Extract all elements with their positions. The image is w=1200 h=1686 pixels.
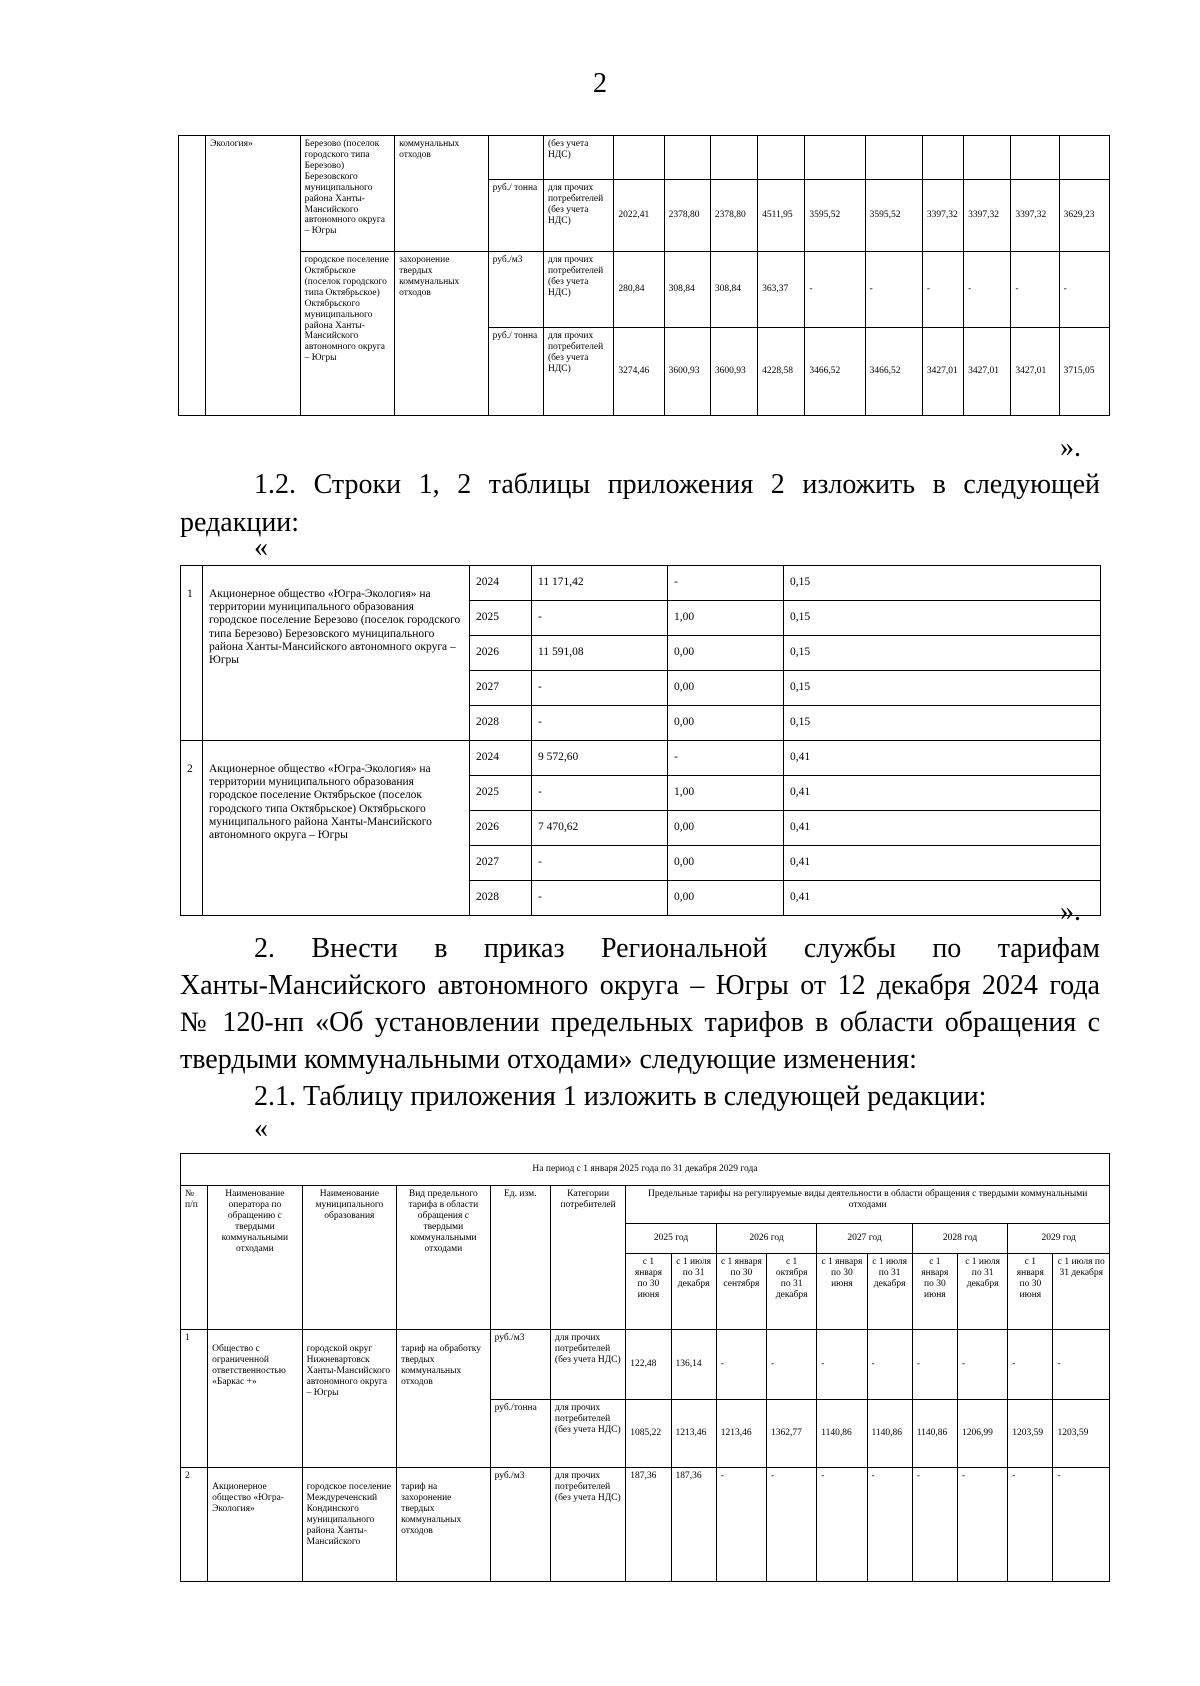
table-cell: 3466,52 — [805, 328, 865, 416]
table3-row1b-category: для прочих потребителей (без учета НДС) — [550, 1400, 625, 1468]
table-cell: 0,41 — [784, 776, 1101, 811]
paragraph-2-line3: № 120-нп «Об установлении предельных тарифов в области обращения с — [180, 1007, 1100, 1038]
table1-municipality-1: Березово (поселок городского типа Березово) Березовского муниципального района Ханты-Мансийского автономного округа – Югры — [300, 136, 395, 252]
table1-row-c-category: для прочих потребителей (без учета НДС) — [543, 328, 613, 416]
table2-row2-operator: Акционерное общество «Югра-Экология» на территории муниципального образования городское поселение Октябрьское (поселок городского типа Октябрьское) Октябрьского муниципального района Ханты-Мансийского автономного округа – Югры — [203, 741, 470, 916]
table3-period-header: с 1 января по 30 июня — [817, 1254, 867, 1330]
table-cell: - — [532, 846, 668, 881]
table3-header-operator: Наименование оператора по обращению с твердыми коммунальными отходами — [208, 1186, 302, 1330]
table-cell: 3466,52 — [865, 328, 922, 416]
table3-row1-no: 1 — [181, 1330, 208, 1468]
table2-row1-operator: Акционерное общество «Югра-Экология» на территории муниципального образования городское поселение Березово (поселок городского типа Березово) Березовского муниципального района Ханты-Мансийского автономного округа – Югры — [203, 566, 470, 741]
table-cell: 1203,59 — [1053, 1400, 1110, 1468]
table-cell: 0,00 — [668, 811, 784, 846]
table-cell: 9 572,60 — [532, 741, 668, 776]
table3-year-header: 2027 год — [817, 1224, 912, 1254]
table3-period-header: с 1 июля по 31 декабря — [1053, 1254, 1110, 1330]
table2-row1-no: 1 — [181, 566, 203, 741]
table1-row-c-unit: руб./ тонна — [488, 328, 543, 416]
table3-row2-municipality: городское поселение Междуреченский Кондинского муниципального района Ханты-Мансийского — [302, 1468, 396, 1582]
table-cell: 0,00 — [668, 846, 784, 881]
table3-header-tariff-type: Вид предельного тарифа в области обращения с твердыми коммунальными отходами — [397, 1186, 490, 1330]
paragraph-2-line1: 2. Внести в приказ Региональной службы по тарифам — [254, 933, 1100, 964]
table-cell: 4228,58 — [758, 328, 805, 416]
table1-category-fragment: (без учета НДС) — [543, 136, 613, 180]
table1-activity-1: коммунальных отходов — [395, 136, 489, 252]
table-cell: 0,15 — [784, 671, 1101, 706]
table-cell: 3397,32 — [1011, 180, 1059, 252]
table-cell: 1140,86 — [867, 1400, 912, 1468]
table-cell: 3600,93 — [664, 328, 710, 416]
table1-row-b-category: для прочих потребителей (без учета НДС) — [543, 252, 613, 328]
table-cell: 0,15 — [784, 601, 1101, 636]
table3-period-header: с 1 января по 30 июня — [912, 1254, 957, 1330]
table-cell: 1213,46 — [671, 1400, 716, 1468]
table-cell: 2378,80 — [664, 180, 710, 252]
paragraph-1-2-line2: редакции: — [180, 507, 300, 538]
table-cell: - — [817, 1468, 867, 1582]
table-cell: - — [865, 252, 922, 328]
table-cell: - — [1053, 1468, 1110, 1582]
table3-header-category: Категории потребителей — [550, 1186, 625, 1330]
table-cell: - — [767, 1330, 817, 1400]
table-cell: 1,00 — [668, 776, 784, 811]
table-cell: 3427,01 — [964, 328, 1011, 416]
table-cell: 0,00 — [668, 671, 784, 706]
table-cell: 187,36 — [671, 1468, 716, 1582]
tariff-table-continuation — [178, 135, 1110, 416]
table3-row2a-unit: руб./м3 — [490, 1468, 550, 1582]
table1-operator-cell: Экология» — [206, 136, 301, 416]
table-cell: 0,41 — [784, 881, 1101, 916]
table-cell: - — [964, 252, 1011, 328]
table-cell: 1362,77 — [767, 1400, 817, 1468]
table-cell: 1,00 — [668, 601, 784, 636]
table3-period-header: с 1 июля по 31 декабря — [957, 1254, 1007, 1330]
table-cell: - — [912, 1330, 957, 1400]
table1-blank-no-cell — [179, 136, 206, 416]
table3-year-header: 2026 год — [716, 1224, 817, 1254]
paragraph-2-line2: Ханты-Мансийского автономного округа – Югры от 12 декабря 2024 года — [180, 970, 1100, 1001]
table-cell: - — [668, 566, 784, 601]
table-cell: - — [532, 671, 668, 706]
table3-row1-tariff-type: тариф на обработку твердых коммунальных отходов — [397, 1330, 490, 1468]
table-cell: 3595,52 — [865, 180, 922, 252]
table-cell: 3427,01 — [922, 328, 963, 416]
table3-row2a-category: для прочих потребителей (без учета НДС) — [550, 1468, 625, 1582]
table1-unit-blank — [488, 136, 543, 180]
table-cell: 0,15 — [784, 706, 1101, 741]
table-cell: - — [1053, 1330, 1110, 1400]
table-cell: 2025 — [470, 601, 532, 636]
table-cell: 3595,52 — [805, 180, 865, 252]
table-cell: - — [716, 1330, 766, 1400]
table3-row2-no: 2 — [181, 1468, 208, 1582]
close-quote: ». — [1060, 896, 1081, 927]
table-cell: - — [912, 1468, 957, 1582]
table-cell: 2024 — [470, 566, 532, 601]
table-cell: - — [532, 776, 668, 811]
table-cell: - — [532, 601, 668, 636]
paragraph-1-2-line1: 1.2. Строки 1, 2 таблицы приложения 2 изложить в следующей — [254, 469, 1100, 500]
table3-period-header: с 1 января по 30 июня — [626, 1254, 671, 1330]
table-cell: 0,15 — [784, 636, 1101, 671]
table-cell: 2026 — [470, 636, 532, 671]
table3-period-header: с 1 июля по 31 декабря — [867, 1254, 912, 1330]
table-cell: 11 171,42 — [532, 566, 668, 601]
table-cell: 136,14 — [671, 1330, 716, 1400]
table-cell: 187,36 — [626, 1468, 671, 1582]
table-cell: - — [867, 1468, 912, 1582]
table-cell: 2027 — [470, 671, 532, 706]
table-cell: - — [1011, 252, 1059, 328]
table-cell: 1203,59 — [1008, 1400, 1053, 1468]
table-cell: 2024 — [470, 741, 532, 776]
table1-row-b-unit: руб./м3 — [488, 252, 543, 328]
table-cell: - — [957, 1468, 1007, 1582]
table3-row1-operator: Общество с ограниченной ответственностью «Баркас +» — [208, 1330, 302, 1468]
open-quote: « — [254, 532, 268, 563]
table-cell: 11 591,08 — [532, 636, 668, 671]
table-cell: 1140,86 — [817, 1400, 867, 1468]
table-cell: 2028 — [470, 881, 532, 916]
paragraph-2-1: 2.1. Таблицу приложения 1 изложить в следующей редакции: — [254, 1081, 987, 1112]
open-quote: « — [254, 1113, 268, 1144]
table3-row1a-unit: руб./м3 — [490, 1330, 550, 1400]
table-cell: 7 470,62 — [532, 811, 668, 846]
table1-activity-2: захоронение твердых коммунальных отходов — [395, 252, 489, 416]
table3-year-header: 2029 год — [1008, 1224, 1110, 1254]
table-cell: 2025 — [470, 776, 532, 811]
table-cell: - — [957, 1330, 1007, 1400]
table3-period-header: с 1 января по 30 сентября — [716, 1254, 766, 1330]
table-cell: - — [1008, 1468, 1053, 1582]
limit-tariffs-table — [180, 1153, 1110, 1582]
table3-row2-tariff-type: тариф на захоронение твердых коммунальных отходов — [397, 1468, 490, 1582]
table2-row2-no: 2 — [181, 741, 203, 916]
table-cell: 1140,86 — [912, 1400, 957, 1468]
table-cell: 3600,93 — [710, 328, 757, 416]
table-cell: - — [817, 1330, 867, 1400]
paragraph-2-line4: твердыми коммунальными отходами» следующие изменения: — [180, 1044, 917, 1075]
table-cell: 0,41 — [784, 741, 1101, 776]
table3-year-header: 2025 год — [626, 1224, 716, 1254]
table-cell: 2378,80 — [710, 180, 757, 252]
table-cell: 1213,46 — [716, 1400, 766, 1468]
table-cell: 3629,23 — [1059, 180, 1109, 252]
table-cell: - — [1008, 1330, 1053, 1400]
table3-header-no: № п/п — [181, 1186, 208, 1330]
table-cell: 1206,99 — [957, 1400, 1007, 1468]
table-cell: 2022,41 — [614, 180, 664, 252]
table3-period-title: На период с 1 января 2025 года по 31 декабря 2029 года — [181, 1154, 1110, 1186]
standards-table — [180, 565, 1101, 916]
table-cell: 3715,05 — [1059, 328, 1109, 416]
table3-header-municipality: Наименование муниципального образования — [302, 1186, 396, 1330]
table-cell: 2027 — [470, 846, 532, 881]
table3-row1b-unit: руб./тонна — [490, 1400, 550, 1468]
table-cell: - — [767, 1468, 817, 1582]
table-cell: 2026 — [470, 811, 532, 846]
table-cell: 280,84 — [614, 252, 664, 328]
table-cell: 0,00 — [668, 636, 784, 671]
table1-row-a-category: для прочих потребителей (без учета НДС) — [543, 180, 613, 252]
table-cell: - — [668, 741, 784, 776]
table3-row2-operator: Акционерное общество «Югра-Экология» — [208, 1468, 302, 1582]
table-cell: 0,41 — [784, 846, 1101, 881]
table-cell: 2028 — [470, 706, 532, 741]
table-cell: 363,37 — [758, 252, 805, 328]
table-cell: - — [805, 252, 865, 328]
table1-municipality-2: городское поселение Октябрьское (поселок городского типа Октябрьское) Октябрьского муниципального района Ханты-Мансийского автономного округа – Югры — [300, 252, 395, 416]
page-number: 2 — [593, 68, 607, 99]
table-cell: 3427,01 — [1011, 328, 1059, 416]
table-cell: - — [532, 881, 668, 916]
table-cell: 308,84 — [664, 252, 710, 328]
table-cell: 3397,32 — [964, 180, 1011, 252]
table3-period-header: с 1 июля по 31 декабря — [671, 1254, 716, 1330]
table-cell: - — [1059, 252, 1109, 328]
table3-period-header: с 1 октября по 31 декабря — [767, 1254, 817, 1330]
table-cell: 122,48 — [626, 1330, 671, 1400]
table3-row1a-category: для прочих потребителей (без учета НДС) — [550, 1330, 625, 1400]
table-cell: 0,00 — [668, 881, 784, 916]
table-cell: 3274,46 — [614, 328, 664, 416]
table3-year-header: 2028 год — [912, 1224, 1007, 1254]
table-cell: 308,84 — [710, 252, 757, 328]
table1-row-a-unit: руб./ тонна — [488, 180, 543, 252]
table-cell: 4511,95 — [758, 180, 805, 252]
table-cell: 0,41 — [784, 811, 1101, 846]
table-cell: 3397,32 — [922, 180, 963, 252]
table3-header-limit-tariffs: Предельные тарифы на регулируемые виды деятельности в области обращения с твердыми коммунальными отходами — [626, 1186, 1110, 1224]
table-cell: - — [716, 1468, 766, 1582]
table-cell: - — [922, 252, 963, 328]
table-cell: 1085,22 — [626, 1400, 671, 1468]
table-cell: - — [532, 706, 668, 741]
table-cell: - — [867, 1330, 912, 1400]
table3-period-header: с 1 января по 30 июня — [1008, 1254, 1053, 1330]
table3-header-unit: Ед. изм. — [490, 1186, 550, 1330]
table-cell: 0,00 — [668, 706, 784, 741]
close-quote: ». — [1060, 432, 1081, 463]
table-cell: 0,15 — [784, 566, 1101, 601]
table3-row1-municipality: городской округ Нижневартовск Ханты-Мансийского автономного округа – Югры — [302, 1330, 396, 1468]
